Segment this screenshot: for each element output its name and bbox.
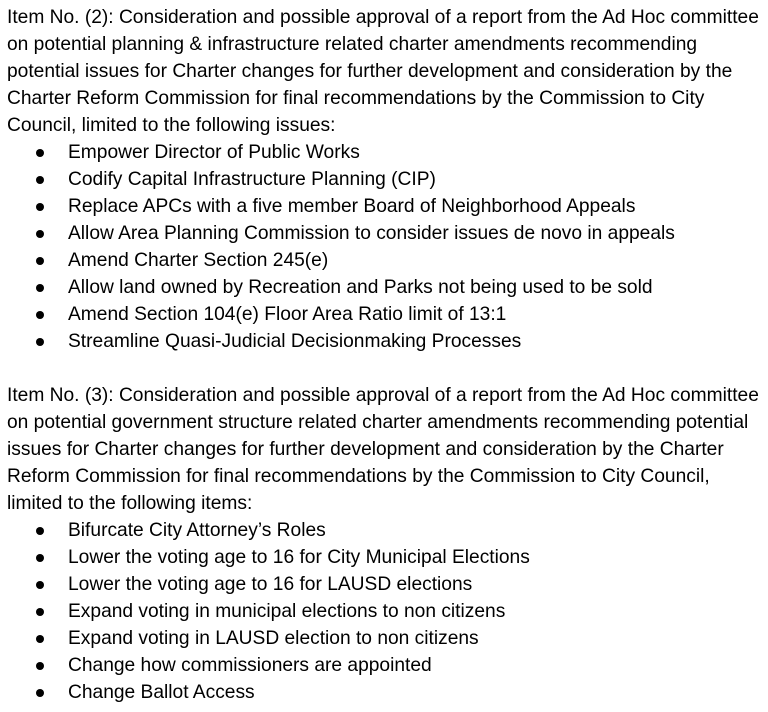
list-item	[7, 517, 768, 544]
list-item-text: Bifurcate City Attorney’s Roles	[68, 520, 326, 541]
bullet-icon	[36, 635, 44, 643]
list-item	[7, 139, 768, 166]
bullet-icon	[36, 689, 44, 697]
list-item-text: Lower the voting age to 16 for City Municipal Elections	[68, 547, 530, 568]
bullet-icon	[36, 608, 44, 616]
bullet-icon	[36, 257, 44, 265]
list-item-text: Allow land owned by Recreation and Parks not being used to be sold	[68, 277, 653, 298]
bullet-icon	[36, 338, 44, 346]
list-item-text: Empower Director of Public Works	[68, 142, 360, 163]
list-item-text: Change how commissioners are appointed	[68, 655, 432, 676]
list-item-text: Change Ballot Access	[68, 682, 255, 703]
list-item	[7, 301, 768, 328]
list-item	[7, 193, 768, 220]
list-item	[7, 652, 768, 679]
list-item-text: Codify Capital Infrastructure Planning (CIP)	[68, 169, 436, 190]
bullet-icon	[36, 230, 44, 238]
list-item	[7, 544, 768, 571]
bullet-icon	[36, 311, 44, 319]
list-item	[7, 598, 768, 625]
bullet-icon	[36, 527, 44, 535]
list-item-text: Expand voting in LAUSD election to non citizens	[68, 628, 479, 649]
list-item-text: Streamline Quasi-Judicial Decisionmaking Processes	[68, 331, 522, 352]
list-item	[7, 166, 768, 193]
bullet-icon	[36, 284, 44, 292]
bullet-icon	[36, 662, 44, 670]
list-item	[7, 247, 768, 274]
list-item-text: Replace APCs with a five member Board of Neighborhood Appeals	[68, 196, 636, 217]
item-3-issue-list	[7, 517, 768, 706]
list-item-text: Amend Section 104(e) Floor Area Ratio limit of 13:1	[68, 304, 507, 325]
item-2-paragraph: Item No. (2): Consideration and possible approval of a report from the Ad Hoc committee on potential planning & infrastructure related charter amendments recommending potential issues for Charter changes for further development and consideration by the Charter Reform Commission for final recommendations by the Commission to City Council, limited to the following issues:	[7, 7, 759, 136]
item-3-paragraph: Item No. (3): Consideration and possible approval of a report from the Ad Hoc committee on potential government structure related charter amendments recommending potential issues for Charter changes for further development and consideration by the Charter Reform Commission for final recommendations by the Commission to City Council, limited to the following items:	[7, 385, 759, 514]
bullet-icon	[36, 203, 44, 211]
list-item	[7, 625, 768, 652]
bullet-icon	[36, 149, 44, 157]
section-spacer	[7, 355, 768, 382]
item-2-issue-list	[7, 139, 768, 355]
bullet-icon	[36, 554, 44, 562]
list-item	[7, 328, 768, 355]
list-item-text: Expand voting in municipal elections to non citizens	[68, 601, 506, 622]
list-item	[7, 571, 768, 598]
list-item	[7, 220, 768, 247]
list-item	[7, 679, 768, 706]
agenda-item-2	[7, 4, 768, 355]
bullet-icon	[36, 176, 44, 184]
list-item-text: Amend Charter Section 245(e)	[68, 250, 329, 271]
bullet-icon	[36, 581, 44, 589]
list-item	[7, 274, 768, 301]
list-item-text: Lower the voting age to 16 for LAUSD elections	[68, 574, 473, 595]
agenda-item-3	[7, 382, 768, 706]
list-item-text: Allow Area Planning Commission to consider issues de novo in appeals	[68, 223, 675, 244]
